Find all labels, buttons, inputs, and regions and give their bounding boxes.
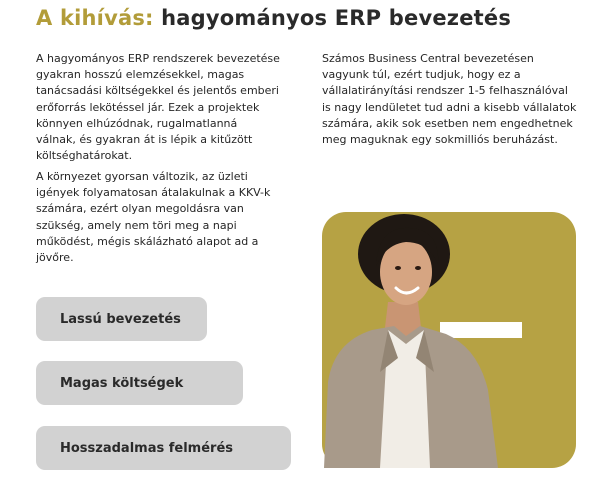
environment-paragraph: A környezet gyorsan változik, az üzleti igények folyamatosan átalakulnak a KKV-k számára, ezért olyan megoldásra van szükség, amely nem töri meg a napi működést, mégis skálázható alapot ad a jövőre. [36, 170, 271, 265]
pill-label: Hosszadalmas felmérés [60, 440, 233, 456]
lengthy-assessment-pill[interactable] [36, 426, 291, 470]
title-rest: hagyományos ERP bevezetés [161, 6, 512, 30]
slow-implementation-pill[interactable] [36, 297, 207, 341]
intro-paragraph: A hagyományos ERP rendszerek bevezetése gyakran hosszú elemzésekkel, magas tanácsadási költségekkel és jelentős emberi erőforrás lekötéssel jár. Ezek a projektek könnyen elhúzódnak, rugalmatlanná válnak, és gyakran át is lépik a kitűzött költséghatárokat. [36, 52, 280, 163]
high-costs-pill[interactable] [36, 361, 243, 405]
pill-label: Magas költségek [60, 375, 184, 391]
businesswoman-photo [322, 212, 578, 468]
page-title [36, 6, 511, 30]
title-accent: A kihívás: [36, 6, 154, 30]
business-central-paragraph: Számos Business Central bevezetésen vagyunk túl, ezért tudjuk, hogy ez a vállalatirányítási rendszer 1-5 felhasználóval is nagy lendületet tud adni a kisebb vállalatok számára, akik sok esetben nem engedhetnek meg maguknak egy sokmilliós beruházást. [322, 52, 577, 147]
pill-label: Lassú bevezetés [60, 311, 181, 327]
